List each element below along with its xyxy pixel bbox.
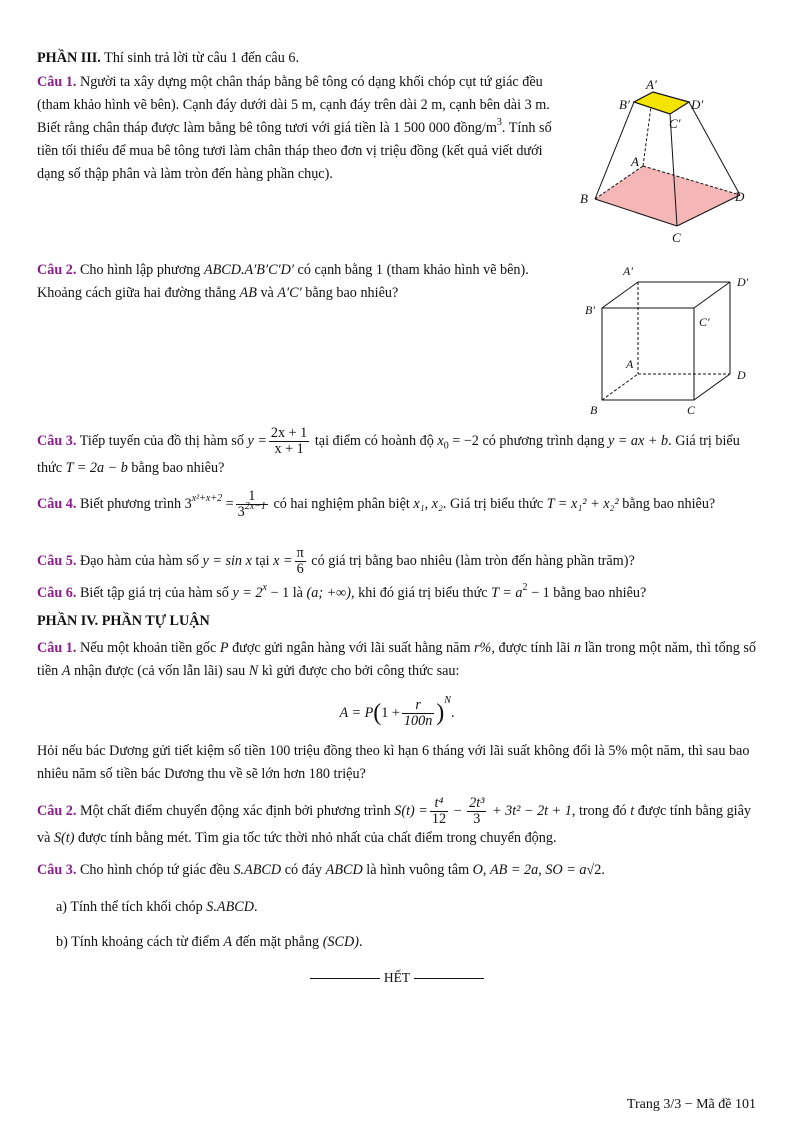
math-x0: x <box>437 432 444 449</box>
math-exponent: x <box>262 582 267 593</box>
question-text: được gửi ngân hàng với lãi suất hằng năm <box>228 640 475 656</box>
formula-inner: 1 + <box>381 705 400 721</box>
question-text: Người ta xây dựng một chân tháp bằng bê tông có dạng khối chóp cụt tứ giác đều (tham khảo hình vẽ bên). Cạnh đáy dưới dài 5 m, cạnh đáy trên dài 2 m, cạnh bên dài 3 m. Biết rằng chân tháp được làm bằng bê tông tươi với giá tiền là 1 500 000 đồng/m <box>37 74 550 136</box>
var-P: P <box>219 640 229 656</box>
question-text: kì gửi được cho bởi công thức sau: <box>258 663 460 679</box>
var-n: n <box>573 640 582 656</box>
question-text: . <box>358 934 363 950</box>
math-base: ABCD <box>325 862 363 878</box>
question-text: nhận được (cả vốn lẫn lãi) sau <box>70 663 249 679</box>
math-form: y = ax + b <box>607 432 669 449</box>
question-text: Tiếp tuyến của đồ thị hàm số <box>79 432 248 449</box>
question-text: Hỏi nếu bác Dương gửi tiết kiệm số tiền 100 triệu đồng theo kì hạn 6 tháng với lãi suất không đổi là 5% một năm, thì sau bao nhiêu năm số tiền bác Dương thu về sẽ lớn hơn 180 triệu? <box>37 743 750 782</box>
math-ab: AB = 2a <box>490 862 539 878</box>
question-label: Câu 2. <box>37 262 77 278</box>
part3-header <box>37 47 757 70</box>
question-text: Biết tập giá trị của hàm số <box>79 585 233 601</box>
formula-exponent: N <box>444 695 451 706</box>
question-text: Nếu một khoản tiền gốc <box>79 640 220 656</box>
math-expr: T = a <box>491 585 523 601</box>
label-B-prime: B′ <box>585 303 595 317</box>
question-text: là <box>289 585 307 601</box>
fraction-denominator <box>236 501 268 520</box>
p3-question-4 <box>37 489 757 520</box>
question-text: , trong đó <box>571 802 631 819</box>
fraction-denominator: 100n <box>403 713 433 730</box>
question-text: Đạo hàm của hàm số <box>79 552 203 569</box>
question-text: , được tính lãi <box>491 640 574 656</box>
question-text: Tính khoảng cách từ điểm <box>71 934 224 950</box>
question-text: bằng bao nhiêu? <box>618 495 716 512</box>
math-exponent: 2x−1 <box>244 501 266 512</box>
part4-header <box>37 610 757 633</box>
question-text: bằng bao nhiêu? <box>301 285 399 301</box>
label-C: C <box>687 403 696 417</box>
question-text: Biết phương trình <box>79 495 185 512</box>
fraction-numerator: t⁴ <box>430 796 448 812</box>
compound-interest-formula: A = P(1 + $\frac{r}{100n}$ )$^N$. <box>339 695 455 730</box>
label-C: C <box>672 230 681 245</box>
var-A: A <box>61 663 71 679</box>
question-text: tại điểm có hoành độ <box>311 432 438 449</box>
frustum-top-face <box>634 92 689 114</box>
exp-3: 3 <box>496 117 502 128</box>
frustum-base-face <box>595 166 740 226</box>
question-label: Câu 4. <box>37 495 77 512</box>
label-A: A <box>631 154 639 169</box>
math-rest: + 3t² − 2t + 1 <box>488 802 572 819</box>
question-text: Một chất điểm chuyển động xác định bởi phương trình <box>79 802 395 819</box>
question-text: , <box>538 862 546 878</box>
question-text: . Giá trị biểu thức <box>37 432 740 476</box>
p3-question-3 <box>37 426 757 480</box>
p4-question-3-part-b <box>56 931 776 954</box>
fraction <box>236 489 268 520</box>
question-label: Câu 5. <box>37 552 77 569</box>
fraction <box>467 796 486 827</box>
part4-title: PHẦN IV. PHẦN TỰ LUẬN <box>37 613 210 629</box>
fraction-denominator: x + 1 <box>274 441 304 457</box>
math-S: S(t) = <box>394 802 428 819</box>
question-text: , khi đó giá trị biểu thức <box>351 585 492 601</box>
fraction-numerator: 2x + 1 <box>270 425 308 441</box>
math-pyramid: S.ABCD <box>233 862 282 878</box>
question-text: có hai nghiệm phân biệt <box>269 495 414 512</box>
math-so: SO = a <box>545 862 587 878</box>
math-roots: x₁, x₂ <box>413 495 443 512</box>
formula-end: . <box>450 705 455 721</box>
fraction-denominator: 6 <box>296 561 304 577</box>
question-text: Tính thể tích khối chóp <box>70 899 207 915</box>
math-eq: = <box>222 495 234 512</box>
question-text: bằng bao nhiêu? <box>549 585 647 601</box>
question-text: được tính bằng mét. Tìm gia tốc tức thời nhỏ nhất của chất điểm trong chuyển động. <box>74 830 557 846</box>
fraction <box>430 796 448 827</box>
math-range: (a; +∞) <box>306 585 352 601</box>
label-C-prime: C′ <box>669 116 681 131</box>
question-label: Câu 1. <box>37 640 77 656</box>
label-D-prime: D′ <box>737 275 749 289</box>
label-A: A <box>626 357 634 371</box>
fraction <box>295 546 306 577</box>
var-r: r% <box>474 640 492 656</box>
question-text-end: . Tính số tiền tối thiểu để mua bê tông tươi làm chân tháp theo đơn vị triệu đồng (kết quả viết dưới dạng số thập phân và làm tròn đến hàng phần chục). <box>37 120 552 182</box>
question-label: Câu 6. <box>37 585 77 601</box>
math-pyramid: S.ABCD <box>206 899 254 915</box>
math-plane: (SCD) <box>322 934 359 950</box>
p4-question-3 <box>37 859 757 882</box>
p4-question-1-cont <box>37 740 757 786</box>
end-text: HẾT <box>383 970 411 985</box>
label-B: B <box>590 403 598 417</box>
question-text: Cho hình chóp tứ giác đều <box>79 862 234 878</box>
end-line-right <box>414 978 484 979</box>
question-text: có giá trị bằng bao nhiêu (làm tròn đến hàng phần trăm)? <box>307 552 635 569</box>
page-footer: Trang 3/3 − Mã đề 101 <box>626 1097 756 1112</box>
line-ab: AB <box>239 285 257 301</box>
label-D: D <box>737 368 746 382</box>
p4-question-2 <box>37 796 757 850</box>
math-y: y = <box>247 432 267 449</box>
math-expr: T = x₁² + x₂² <box>546 495 619 512</box>
fraction-numerator: r <box>402 698 434 714</box>
math-expr-end: − 1 <box>527 585 550 601</box>
cube-name: ABCD.A′B′C′D′ <box>203 262 294 278</box>
frustum-figure <box>575 74 760 249</box>
end-line-left <box>310 978 380 979</box>
label-A-prime: A′ <box>646 77 657 92</box>
fraction <box>402 698 434 729</box>
p4-question-1 <box>37 637 757 683</box>
math-exponent: 2 <box>522 582 528 593</box>
fraction-numerator: 1 <box>236 489 268 505</box>
question-label: Câu 1. <box>37 74 77 90</box>
question-text: và <box>256 285 278 301</box>
math-base: 3 <box>237 504 245 520</box>
math-minus: − <box>450 802 466 819</box>
question-text: có đáy <box>281 862 326 878</box>
math-fn-end: − 1 <box>266 585 290 601</box>
question-text: có cạnh bằng 1 (tham khảo hình vẽ bên). Khoảng cách giữa hai đường thẳng <box>37 262 529 301</box>
math-fn: y = sin x <box>202 552 252 569</box>
p3-question-2 <box>37 259 577 305</box>
math-base: 3 <box>184 495 192 512</box>
label-C-prime: C′ <box>699 315 710 329</box>
part-b-label: b) <box>56 934 68 950</box>
sub-0: 0 <box>443 440 449 452</box>
line-a-c: A′C′ <box>277 285 302 301</box>
question-text: là hình vuông tâm <box>362 862 473 878</box>
var-O: O <box>472 862 483 878</box>
fraction-numerator: 2t³ <box>469 795 485 811</box>
question-text: được tính bằng giây và <box>37 802 752 846</box>
part3-title: PHẦN III. <box>37 50 101 66</box>
cube-front-face <box>602 308 694 400</box>
question-text: có phương trình dạng <box>478 432 608 449</box>
label-B: B <box>580 191 588 206</box>
p4-question-3-part-a <box>56 896 776 919</box>
var-t: t <box>630 802 635 819</box>
fraction <box>269 426 309 457</box>
math-exponent: x²+x+2 <box>191 492 223 504</box>
math-x0-value: = −2 <box>448 432 479 449</box>
question-label: Câu 3. <box>37 862 77 878</box>
question-label: Câu 2. <box>37 802 77 819</box>
part-a-label: a) <box>56 899 68 915</box>
question-text: bằng bao nhiêu? <box>127 460 225 476</box>
fraction-denominator: 12 <box>431 811 447 827</box>
question-text: . Giá trị biểu thức <box>442 495 547 512</box>
math-sqrt: √2 <box>586 862 602 878</box>
part3-intro: Thí sinh trả lời từ câu 1 đến câu 6. <box>104 50 300 66</box>
question-text: , <box>482 862 491 878</box>
math-St: S(t) <box>53 830 75 846</box>
question-text: . <box>601 862 605 878</box>
end-marker <box>0 970 794 986</box>
math-expr: T = 2a − b <box>65 460 128 476</box>
fraction-numerator: π <box>296 545 304 561</box>
p3-question-6 <box>37 582 757 605</box>
label-D-prime: D′ <box>691 97 704 112</box>
question-text: tại <box>251 552 274 569</box>
p3-question-1 <box>37 71 567 186</box>
question-text: Cho hình lập phương <box>79 262 204 278</box>
question-label: Câu 3. <box>37 432 77 449</box>
var-A: A <box>223 934 233 950</box>
question-text: đến mặt phẳng <box>232 934 323 950</box>
math-fn: y = 2 <box>232 585 263 601</box>
question-text: lần trong một năm, thì tổng số tiền <box>37 640 757 679</box>
var-N: N <box>248 663 259 679</box>
fraction-denominator: 3 <box>473 811 481 827</box>
cube-figure <box>582 262 757 420</box>
question-text: . <box>253 899 258 915</box>
p3-question-5 <box>37 546 757 577</box>
label-B-prime: B′ <box>619 97 630 112</box>
formula-left: A = P <box>339 705 374 721</box>
label-D: D <box>735 189 745 204</box>
math-x: x = <box>273 552 293 569</box>
label-A-prime: A′ <box>623 264 633 278</box>
